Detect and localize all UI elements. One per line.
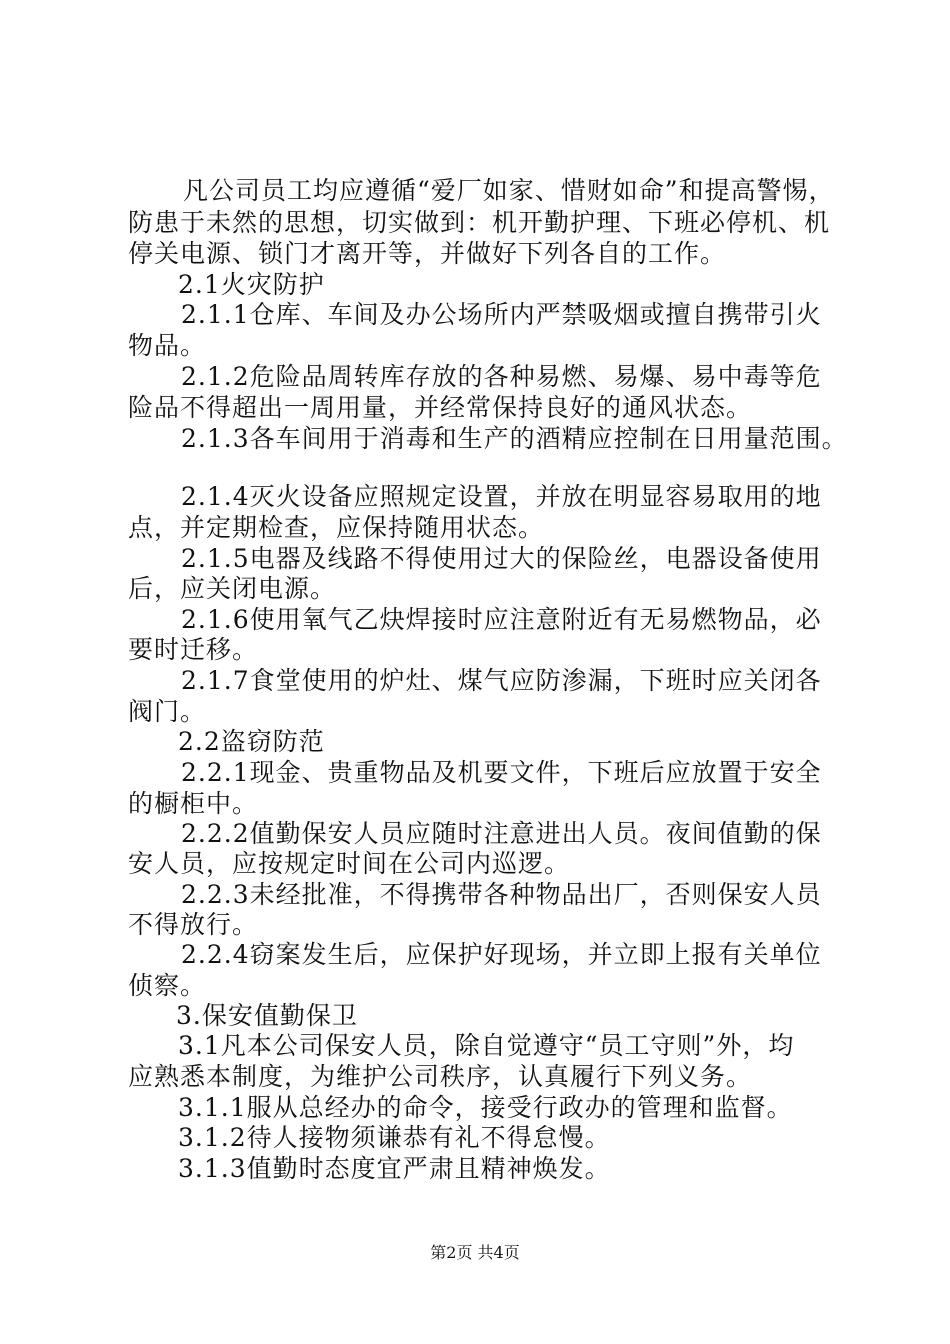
body-line: 2.2.1现金、贵重物品及机要文件，下班后应放置于安全 (181, 758, 822, 787)
body-line: 阀门。 (128, 697, 207, 726)
body-line: 防患于未然的思想，切实做到：机开勤护理、下班必停机、机 (128, 208, 831, 237)
body-line: 应熟悉本制度，为维护公司秩序，认真履行下列义务。 (128, 1062, 753, 1091)
body-line: 2.2.3未经批准，不得携带各种物品出厂，否则保安人员 (181, 880, 822, 909)
body-line: 要时迁移。 (128, 635, 259, 664)
body-line: 的橱柜中。 (128, 789, 259, 818)
body-line: 险品不得超出一周用量，并经常保持良好的通风状态。 (128, 393, 753, 422)
section-heading: 2.2盗窃防范 (178, 727, 325, 756)
body-line: 2.1.1仓库、车间及办公场所内严禁吸烟或擅自携带引火 (181, 300, 822, 329)
body-line: 2.1.5电器及线路不得使用过大的保险丝，电器设备使用 (181, 544, 822, 573)
section-heading: 3.保安值勤保卫 (176, 1001, 358, 1030)
body-line: 3.1.1服从总经办的命令，接受行政办的管理和监督。 (178, 1093, 793, 1122)
body-line: 侦察。 (128, 971, 207, 1000)
page-number-footer: 第2页 共4页 (430, 1243, 520, 1262)
body-line: 凡公司员工均应遵循“爱厂如家、惜财如命”和提高警惕， (183, 176, 835, 205)
body-line: 后，应关闭电源。 (128, 574, 337, 603)
body-line: 不得放行。 (128, 910, 259, 939)
body-line: 物品。 (128, 331, 207, 360)
body-line: 3.1.2待人接物须谦恭有礼不得怠慢。 (178, 1123, 611, 1152)
body-line: 2.1.3各车间用于消毒和生产的酒精应控制在日用量范围。 (181, 424, 848, 453)
body-line: 点，并定期检查，应保持随用状态。 (128, 513, 545, 542)
body-line: 2.1.4灭火设备应照规定设置，并放在明显容易取用的地 (181, 482, 822, 511)
body-line: 2.1.7食堂使用的炉灶、煤气应防渗漏，下班时应关闭各 (181, 666, 822, 695)
body-line: 2.2.2值勤保安人员应随时注意进出人员。夜间值勤的保 (181, 819, 822, 848)
body-line: 2.1.6使用氧气乙炔焊接时应注意附近有无易燃物品，必 (181, 605, 822, 634)
body-line: 3.1凡本公司保安人员，除自觉遵守“员工守则”外，均 (178, 1031, 795, 1060)
section-heading: 2.1火灾防护 (178, 270, 325, 299)
body-line: 2.1.2危险品周转库存放的各种易燃、易爆、易中毒等危 (181, 362, 822, 391)
body-line: 安人员，应按规定时间在公司内巡逻。 (128, 849, 571, 878)
body-line: 停关电源、锁门才离开等，并做好下列各自的工作。 (128, 239, 727, 268)
body-line: 2.2.4窃案发生后，应保护好现场，并立即上报有关单位 (181, 940, 822, 969)
body-line: 3.1.3值勤时态度宜严肃且精神焕发。 (178, 1154, 611, 1183)
